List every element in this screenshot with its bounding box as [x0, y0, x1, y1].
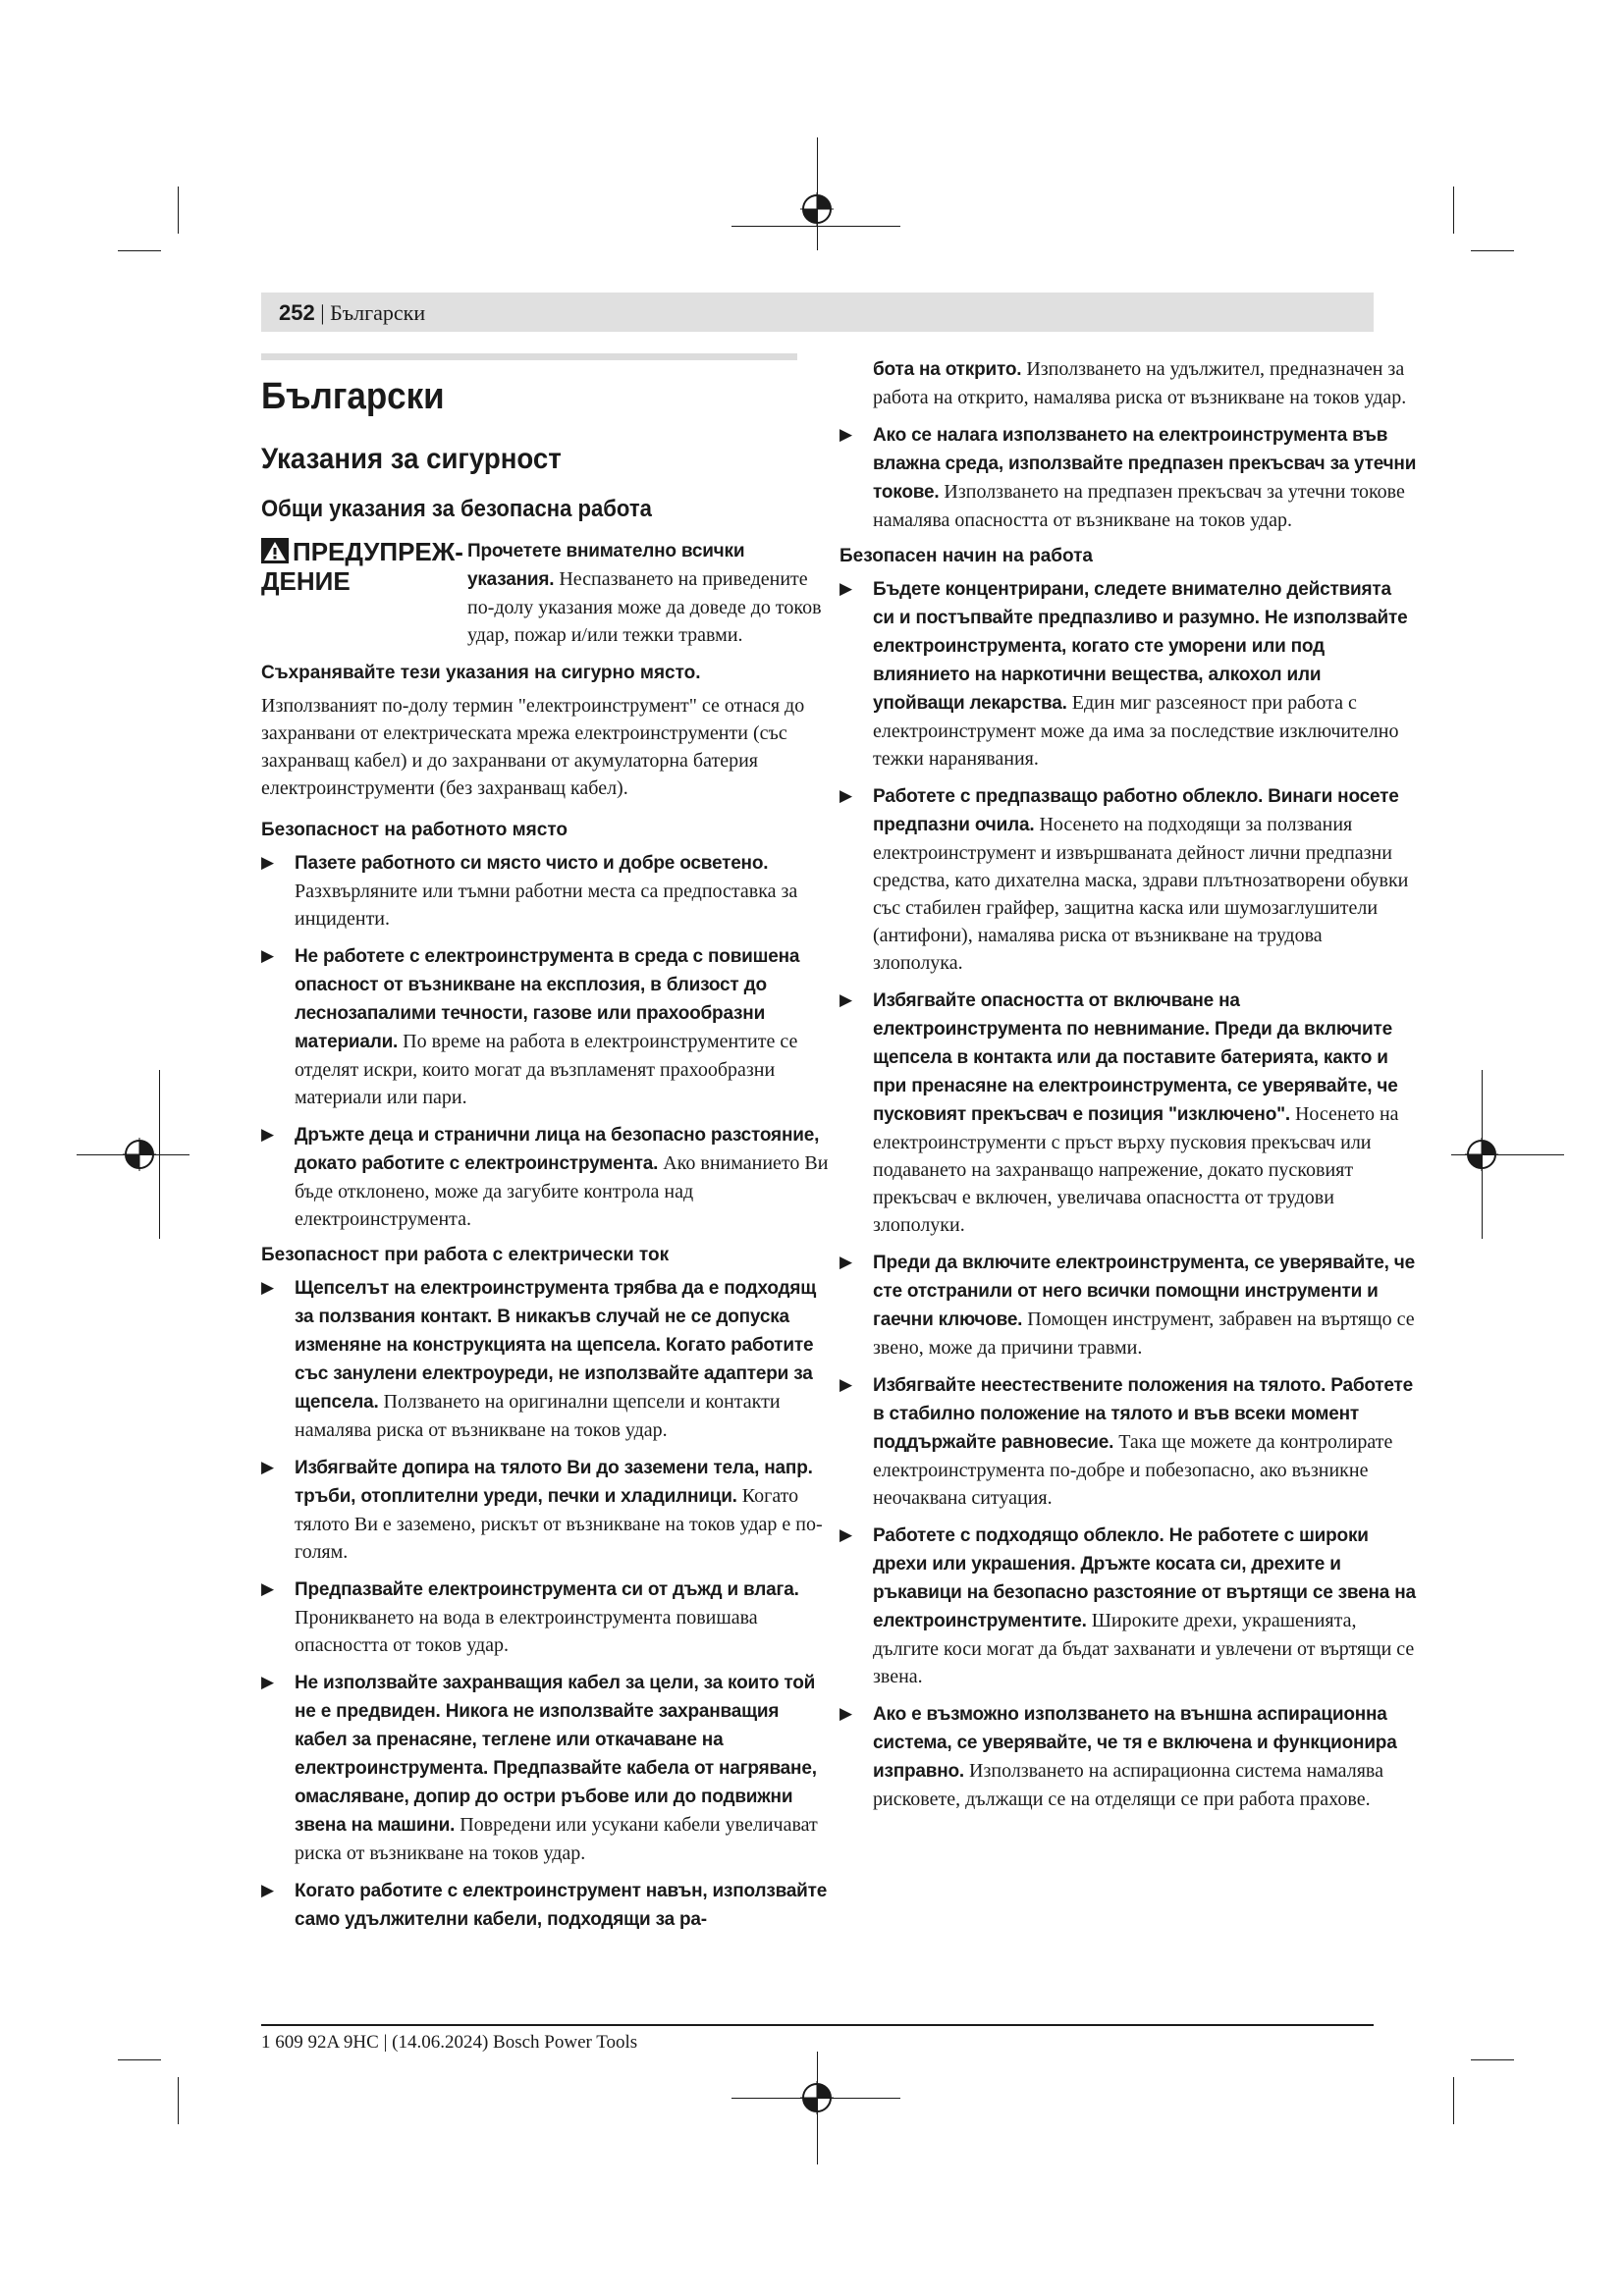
intro-paragraph: Използваният по-долу термин "електроинструмент" се отнася до захранвани от електрическата мрежа електроинструменти (със захранващ кабел) и до захранвани от акумулаторна батерия електроинструменти (без захранващ кабел).	[261, 695, 805, 799]
registration-mark-icon	[800, 2081, 834, 2114]
list-item	[839, 1522, 1417, 1690]
crop-mark	[118, 250, 161, 251]
warning-label	[261, 537, 467, 596]
bullet-triangle-icon: ▶	[839, 425, 853, 445]
keep-instructions: Съхранявайте тези указания на сигурно място.	[261, 663, 701, 683]
registration-mark-icon	[1465, 1138, 1498, 1171]
section-heading-electrical: Безопасност при работа с електрически ток	[261, 1245, 670, 1265]
list-item	[261, 1454, 835, 1566]
item-bold: Работете с подходящо облекло. Не работете с широки дрехи или украшения. Дръжте косата си, дрехите и ръкавици на безопасно разстояние от въртящи се звена на електроинструментите.	[873, 1525, 1416, 1631]
page-title: Български	[261, 376, 445, 417]
item-text: Един миг разсеяност при работа с електроинструмент може да има за последствие изключително тежки наранявания.	[873, 692, 1399, 770]
item-bold: Ако е възможно използването на външна аспирационна система, се уверявайте, че тя е включена и функционира изправно.	[873, 1704, 1397, 1782]
item-bold: Дръжте деца и странични лица на безопасно разстояние, докато работите с електроинструмента.	[295, 1125, 820, 1174]
crop-mark	[1453, 2077, 1454, 2124]
warning-body: Неспазването на приведените по-долу указания може да доведе до токов удар, пожар и/или тежки травми.	[467, 568, 822, 646]
bullet-triangle-icon: ▶	[839, 1704, 853, 1724]
list-item	[839, 782, 1417, 977]
item-bold: Щепселът на електроинструмента трябва да е подходящ за ползвания контакт. В никакъв случай не се допуска изменяне на конструкцията на щепсела. Когато работите със занулени електроуреди, не използвайте адаптери за щепсела.	[295, 1278, 817, 1413]
item-text: Проникването на вода в електроинструмента повишава опасността от токов удар.	[295, 1607, 758, 1656]
bullet-triangle-icon: ▶	[261, 1881, 275, 1900]
bullet-triangle-icon: ▶	[839, 990, 853, 1010]
item-bold: Ако се налага използването на електроинструмента във влажна среда, използвайте предпазен прекъсвач за утечни токове.	[873, 425, 1417, 503]
right-column	[839, 355, 1417, 1823]
section-heading-work-area: Безопасност на работното място	[261, 820, 568, 840]
item-text: Използването на удължител, предназначен за работа на открито, намалява риска от възникване на токов удар.	[873, 358, 1407, 408]
list-item	[839, 987, 1417, 1239]
left-column	[261, 353, 835, 1944]
warning-triangle-icon	[261, 538, 289, 563]
page-footer: 1 609 92A 9HC | (14.06.2024) Bosch Power Tools	[261, 2032, 638, 2053]
list-item	[839, 1700, 1417, 1813]
section-heading-safe-work: Безопасен начин на работа	[839, 546, 1094, 566]
bullet-triangle-icon: ▶	[839, 579, 853, 599]
item-bold: бота на открито.	[873, 359, 1022, 380]
bullet-triangle-icon: ▶	[261, 1579, 275, 1599]
bullet-triangle-icon: ▶	[261, 1278, 275, 1298]
bullet-triangle-icon: ▶	[839, 1253, 853, 1272]
warning-block	[261, 537, 835, 649]
item-bold: Бъдете концентрирани, следете внимателно действията си и постъпвайте предпазливо и разумно. Не използвайте електроинструмента, когато сте уморени или под влиянието на наркотични вещества, алкохол или упойващи лекарства.	[873, 579, 1408, 714]
crop-mark	[1471, 2059, 1514, 2060]
bullet-triangle-icon: ▶	[839, 1525, 853, 1545]
list-item	[261, 849, 835, 933]
item-text: Повредени или усукани кабели увеличават риска от възникване на токов удар.	[295, 1814, 818, 1864]
item-bold: Пазете работното си място чисто и добре осветено.	[295, 853, 769, 874]
warning-bold: Прочетете внимателно всички указания.	[467, 541, 745, 590]
list-item	[839, 421, 1417, 534]
item-bold: Предпазвайте електроинструмента си от дъжд и влага.	[295, 1579, 799, 1600]
item-text: Помощен инструмент, забравен на въртящо се звено, може да причини травми.	[873, 1308, 1415, 1359]
page-header	[279, 298, 425, 328]
title-rule	[261, 353, 797, 360]
item-bold: Избягвайте неестествените положения на тялото. Работете в стабилно положение на тялото и във всеки момент поддържайте равновесие.	[873, 1375, 1413, 1453]
item-bold: Не работете с електроинструмента в среда с повишена опасност от възникване на експлозия, в близост до леснозапалими течности, газове или прахообразни материали.	[295, 946, 800, 1052]
header-language: Български	[330, 300, 426, 325]
crop-mark	[118, 2059, 161, 2060]
list-item-continuation	[839, 355, 1417, 411]
bullet-triangle-icon: ▶	[261, 1458, 275, 1477]
list-item	[839, 1371, 1417, 1512]
page-number: 252	[279, 300, 315, 325]
list-item	[261, 1274, 835, 1444]
bullet-triangle-icon: ▶	[839, 1375, 853, 1395]
item-text: Широките дрехи, украшенията, дългите коси могат да бъдат захванати и увлечени от въртящи се звена.	[873, 1610, 1415, 1687]
crop-mark	[1471, 250, 1514, 251]
list-item	[261, 1575, 835, 1659]
item-text: Разхвърляните или тъмни работни места са предпоставка за инциденти.	[295, 881, 798, 930]
warning-text	[467, 537, 835, 649]
item-text: По време на работа в електроинструментите се отделят искри, които могат да възпламенят прахообразни материали или пари.	[295, 1031, 798, 1108]
item-bold: Избягвайте опасността от включване на електроинструмента по невнимание. Преди да включите щепсела в контакта или да поставите батерията, както и при пренасяне на електроинструмента, се уверявайте, че пусковият прекъсвач е позиция "изключено".	[873, 990, 1398, 1125]
item-text: Носенето на електроинструменти с пръст върху пусковия прекъсвач или подаването на захранващо напрежение, докато пусковият прекъсвач е включен, увеличава опасността от трудови злополуки.	[873, 1103, 1399, 1236]
bullet-triangle-icon: ▶	[261, 946, 275, 966]
item-text: Когато тялото Ви е заземено, рискът от възникване на токов удар е по-голям.	[295, 1485, 823, 1563]
registration-mark-icon	[800, 192, 834, 226]
registration-mark-icon	[123, 1138, 156, 1171]
list-item	[261, 1669, 835, 1867]
subsection-title: Общи указания за безопасна работа	[261, 496, 652, 522]
bullet-triangle-icon: ▶	[261, 1673, 275, 1692]
item-bold: Когато работите с електроинструмент навън, използвайте само удължителни кабели, подходящи за ра-	[295, 1881, 828, 1930]
item-text: Носенето на подходящи за ползвания електроинструмент и извършваната дейност лични предпазни средства, като дихателна маска, здрави плътнозатворени обувки със стабилен грайфер, защитна каска или шумозаглушители (антифони), намалява риска от възникване на трудова злополука.	[873, 814, 1409, 974]
item-bold: Преди да включите електроинструмента, се уверявайте, че сте отстранили от него всички помощни инструменти и гаечни ключове.	[873, 1253, 1415, 1330]
warning-label-line1: ПРЕДУПРЕЖ-	[293, 537, 463, 566]
crop-mark	[1453, 187, 1454, 234]
header-separator: |	[314, 300, 331, 325]
page-header-bar	[261, 293, 1374, 332]
item-text: Ползването на оригинални щепсели и контакти намалява риска от възникване на токов удар.	[295, 1391, 781, 1441]
list-item	[261, 942, 835, 1111]
bullet-triangle-icon: ▶	[839, 786, 853, 806]
item-text: Ако вниманието Ви бъде отклонено, може да загубите контрола над електроинструмента.	[295, 1152, 829, 1230]
item-bold: Работете с предпазващо работно облекло. Винаги носете предпазни очила.	[873, 786, 1399, 835]
list-item	[839, 1249, 1417, 1362]
footer-rule	[261, 2024, 1374, 2026]
crop-mark	[178, 2077, 179, 2124]
list-item	[261, 1877, 835, 1934]
crop-mark	[731, 226, 900, 227]
bullet-triangle-icon: ▶	[261, 1125, 275, 1145]
list-item	[261, 1121, 835, 1233]
item-text: Така ще можете да контролирате електроинструмента по-добре и побезопасно, ако възникне неочаквана ситуация.	[873, 1431, 1393, 1509]
item-text: Използването на предпазен прекъсвач за утечни токове намалява опасността от възникване на токов удар.	[873, 481, 1405, 531]
section-title: Указания за сигурност	[261, 443, 562, 475]
warning-label-line2: ДЕНИЕ	[261, 566, 351, 596]
item-bold: Не използвайте захранващия кабел за цели, за които той не е предвиден. Никога не използвайте захранващия кабел за пренасяне, теглене или откачаване на електроинструмента. Предпазвайте кабела от нагряване, омасляване, допир до остри ръбове или до подвижни звена на машини.	[295, 1673, 817, 1836]
item-bold: Избягвайте допира на тялото Ви до заземени тела, напр. тръби, отоплителни уреди, печки и хладилници.	[295, 1458, 813, 1507]
crop-mark	[178, 187, 179, 234]
list-item	[839, 575, 1417, 773]
bullet-triangle-icon: ▶	[261, 853, 275, 873]
item-text: Използването на аспирационна система намалява рисковете, дължащи се на отделящи се при работа прахове.	[873, 1760, 1383, 1810]
